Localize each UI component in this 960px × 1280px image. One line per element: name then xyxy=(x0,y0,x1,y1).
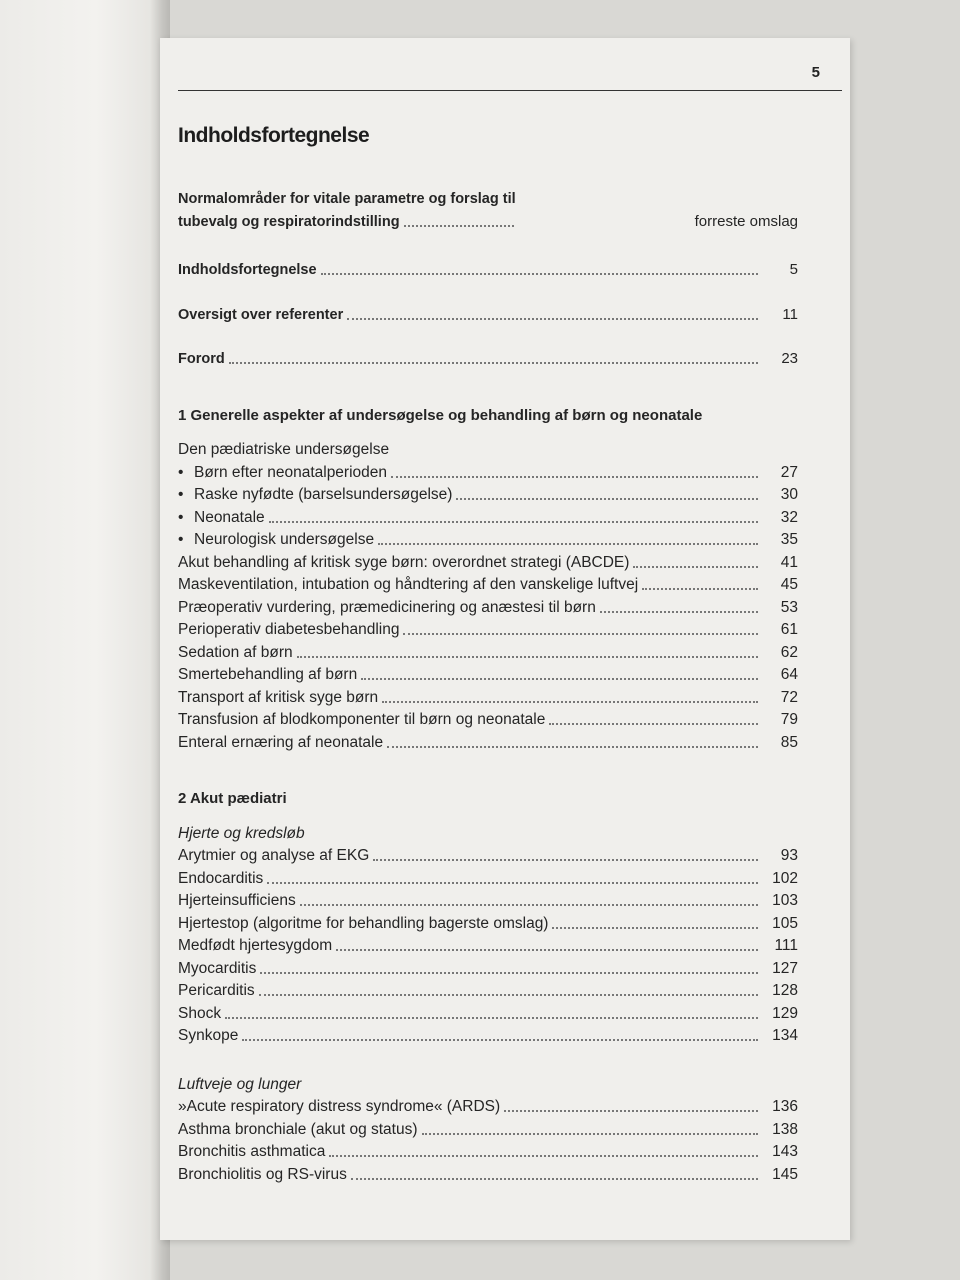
toc-entry: • Børn efter neonatalperioden 27 xyxy=(178,462,798,485)
dot-leader xyxy=(404,225,514,227)
toc-entry-foreword: Forord 23 xyxy=(178,350,798,367)
dot-leader xyxy=(633,566,758,568)
toc-entry: »Acute respiratory distress syndrome« (ARDS) 136 xyxy=(178,1098,798,1115)
dot-leader xyxy=(225,1017,758,1019)
dot-leader xyxy=(300,904,758,906)
dot-leader xyxy=(403,633,758,635)
toc-entry: Synkope 134 xyxy=(178,1027,798,1044)
dot-leader xyxy=(259,994,758,996)
toc-entry: Hjerteinsufficiens 103 xyxy=(178,892,798,909)
dot-leader xyxy=(336,949,758,951)
book-page xyxy=(160,38,850,1240)
toc-entry-normal-ranges: tubevalg og respiratorindstilling forreste omslag xyxy=(178,212,798,230)
toc-entry: Bronchiolitis og RS-virus 145 xyxy=(178,1165,798,1183)
toc-entry: Transfusion af blodkomponenter til børn og neonatale 79 xyxy=(178,711,798,728)
section-heading: Hjerte og kredsløb xyxy=(178,824,305,842)
toc-entry: Bronchitis asthmatica 143 xyxy=(178,1143,798,1160)
page-title: Indholdsfortegnelse xyxy=(178,124,370,147)
toc-entry: Hjertestop (algoritme for behandling bagerste omslag) 105 xyxy=(178,914,798,932)
toc-entry-referents: Oversigt over referenter 11 xyxy=(178,305,798,323)
dot-leader xyxy=(329,1155,758,1157)
chapter-1-heading: 1 Generelle aspekter af undersøgelse og behandling af børn og neonatale xyxy=(178,406,703,424)
toc-group-title: Den pædiatriske undersøgelse xyxy=(178,441,390,458)
toc-entry: Enteral ernæring af neonatale 85 xyxy=(178,733,798,751)
toc-entry: Maskeventilation, intubation og håndtering af den vanskelige luftvej 45 xyxy=(178,576,798,593)
dot-leader xyxy=(642,588,758,590)
left-page xyxy=(0,0,160,1280)
toc-entry: Arytmier og analyse af EKG 93 xyxy=(178,847,798,864)
toc-entry: Præoperativ vurdering, præmedicinering og anæstesi til børn 53 xyxy=(178,598,798,616)
dot-leader xyxy=(361,678,758,680)
dot-leader xyxy=(297,656,758,658)
dot-leader xyxy=(351,1178,758,1180)
page-number: 5 xyxy=(811,64,820,81)
dot-leader xyxy=(549,723,758,725)
dot-leader xyxy=(552,927,758,929)
toc-entry: Sedation af børn 62 xyxy=(178,643,798,661)
toc-entry: Shock 129 xyxy=(178,1004,798,1022)
dot-leader xyxy=(387,746,758,748)
toc-entry: Akut behandling af kritisk syge børn: overordnet strategi (ABCDE) 41 xyxy=(178,553,798,571)
dot-leader xyxy=(422,1133,758,1135)
toc-entry: • Raske nyfødte (barselsundersøgelse) 30 xyxy=(178,484,798,507)
toc-entry-contents: Indholdsfortegnelse 5 xyxy=(178,261,798,278)
toc-entry: Transport af kritisk syge børn 72 xyxy=(178,688,798,706)
dot-leader xyxy=(504,1110,758,1112)
toc-entry: Smertebehandling af børn 64 xyxy=(178,666,798,683)
toc-entry: Perioperativ diabetesbehandling 61 xyxy=(178,621,798,638)
toc-entry: Endocarditis 102 xyxy=(178,869,798,887)
dot-leader xyxy=(373,859,758,861)
toc-entry: Medfødt hjertesygdom 111 xyxy=(178,937,798,954)
dot-leader xyxy=(260,972,758,974)
toc-entry: Asthma bronchiale (akut og status) 138 xyxy=(178,1120,798,1138)
dot-leader xyxy=(267,882,758,884)
dot-leader xyxy=(391,476,758,478)
toc-entry: Pericarditis 128 xyxy=(178,982,798,999)
dot-leader xyxy=(600,611,758,613)
dot-leader xyxy=(456,498,758,500)
dot-leader xyxy=(378,543,758,545)
toc-entry: • Neurologisk undersøgelse 35 xyxy=(178,529,798,552)
toc-entry-normal-ranges-line1: Normalområder for vitale parametre og forslag til xyxy=(178,191,516,207)
dot-leader xyxy=(382,701,758,703)
dot-leader xyxy=(321,273,758,275)
header-rule xyxy=(178,90,842,91)
toc-entry: • Neonatale 32 xyxy=(178,507,798,530)
chapter-2-heading: 2 Akut pædiatri xyxy=(178,790,287,807)
toc-entry: Myocarditis 127 xyxy=(178,959,798,977)
dot-leader xyxy=(242,1039,758,1041)
table-of-contents xyxy=(178,188,798,1186)
dot-leader xyxy=(229,362,758,364)
section-heading: Luftveje og lunger xyxy=(178,1075,302,1093)
dot-leader xyxy=(347,318,758,320)
dot-leader xyxy=(269,521,758,523)
